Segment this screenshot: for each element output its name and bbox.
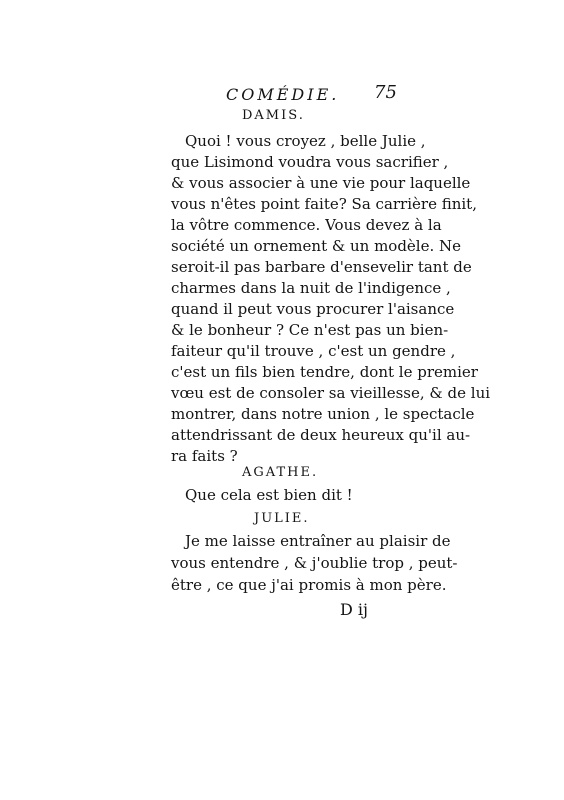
page-number: 75 <box>374 82 397 103</box>
running-title: COMÉDIE. <box>226 85 340 104</box>
text-line: attendrissant de deux heureux qu'il au- <box>171 426 471 444</box>
text-line: seroit-il pas barbare d'ensevelir tant de <box>171 258 472 276</box>
text-line: Quoi ! vous croyez , belle Julie , <box>185 132 426 150</box>
text-line: être , ce que j'ai promis à mon père. <box>171 576 447 594</box>
text-line: montrer, dans notre union , le spectacle <box>171 405 475 423</box>
text-line: quand il peut vous procurer l'aisance <box>171 300 455 318</box>
text-line: & vous associer à une vie pour laquelle <box>171 174 471 192</box>
text-line: vœu est de consoler sa vieillesse, & de lui <box>171 384 491 402</box>
text-line: charmes dans la nuit de l'indigence , <box>171 279 451 297</box>
text-line: que Lisimond voudra vous sacrifier , <box>171 153 449 171</box>
text-line: la vôtre commence. Vous devez à la <box>171 216 442 234</box>
text-line: Je me laisse entraîner au plaisir de <box>185 532 451 550</box>
text-line: vous n'êtes point faite? Sa carrière finit, <box>171 195 477 213</box>
speaker-damis: DAMIS. <box>242 108 305 123</box>
text-line: faiteur qu'il trouve , c'est un gendre , <box>171 342 456 360</box>
text-line: & le bonheur ? Ce n'est pas un bien- <box>171 321 449 339</box>
speaker-agathe: AGATHE. <box>242 465 319 480</box>
text-line: Que cela est bien dit ! <box>185 486 353 504</box>
text-line: société un ornement & un modèle. Ne <box>171 237 462 255</box>
speaker-julie: JULIE. <box>254 511 310 526</box>
text-line: ra faits ? <box>171 447 238 465</box>
signature-mark: D ij <box>340 600 368 619</box>
text-line: vous entendre , & j'oublie trop , peut- <box>171 554 458 572</box>
text-line: c'est un fils bien tendre, dont le premier <box>171 363 478 381</box>
